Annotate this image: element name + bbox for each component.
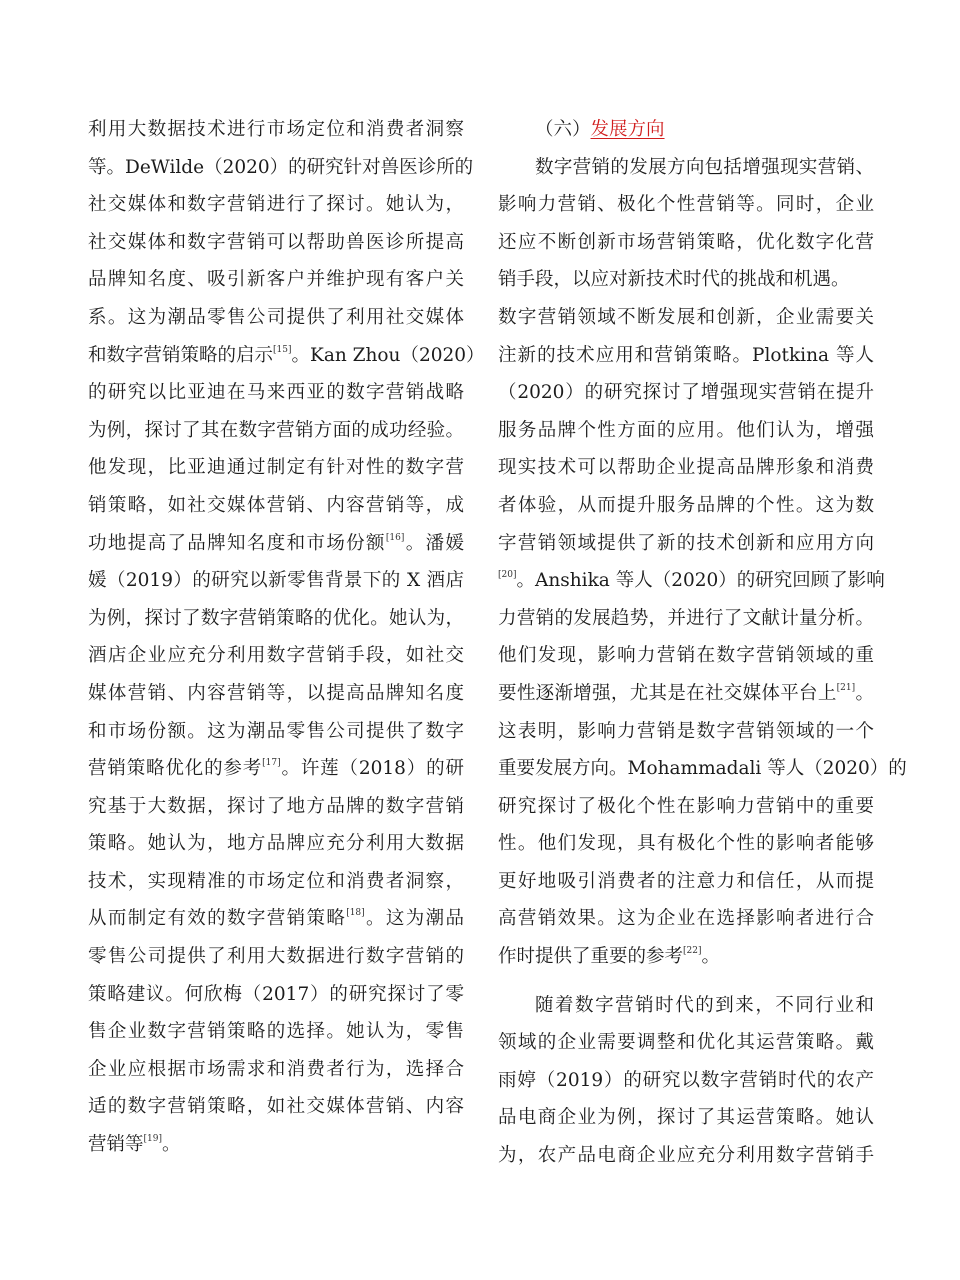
line-text: 销策略，如社交媒体营销、内容营销等，成 xyxy=(88,494,464,516)
citation-marker[interactable]: [17] xyxy=(262,758,281,769)
line-text: 社交媒体和数字营销可以帮助兽医诊所提高 xyxy=(88,231,464,253)
section-title-link[interactable]: 发展方向 xyxy=(590,119,665,140)
text-line xyxy=(88,261,464,299)
text-line xyxy=(498,449,874,487)
line-text: 高营销效果。这为企业在选择影响者进行合 xyxy=(498,908,874,930)
line-text: 利用大数据技术进行市场定位和消费者洞察 xyxy=(88,119,464,140)
text-line xyxy=(88,600,464,638)
citation-marker[interactable]: [22] xyxy=(683,946,702,957)
text-line xyxy=(498,412,874,450)
line-text: （2020）的研究探讨了增强现实营销在提升 xyxy=(498,382,874,404)
line-text-after-citation: 。Kan Zhou（2020） xyxy=(291,344,485,366)
text-line xyxy=(88,1126,464,1164)
line-text: 者体验，从而提升服务品牌的个性。这为数 xyxy=(498,494,874,516)
line-text: 服务品牌个性方面的应用。他们认为，增强 xyxy=(498,419,874,441)
text-line xyxy=(498,1137,874,1175)
line-text: 系。这为潮品零售公司提供了利用社交媒体 xyxy=(88,306,464,328)
line-text: 性。他们发现，具有极化个性的影响者能够 xyxy=(498,833,874,855)
line-text: 他们发现，影响力营销在数字营销领域的重 xyxy=(498,645,874,667)
text-line xyxy=(88,637,464,675)
citation-marker[interactable]: [21] xyxy=(836,682,856,693)
line-text: 售企业数字营销策略的选择。她认为，零售 xyxy=(88,1021,464,1043)
line-text: 重要发展方向。Mohammadali 等人（2020）的 xyxy=(498,758,907,780)
line-text: 他发现，比亚迪通过制定有针对性的数字营 xyxy=(88,457,464,479)
line-text: 力营销的发展趋势，并进行了文献计量分析。 xyxy=(498,607,874,629)
text-line xyxy=(498,863,874,901)
text-line xyxy=(498,337,874,375)
citation-marker[interactable]: [20] xyxy=(498,570,517,581)
line-text: 品牌知名度、吸引新客户并维护现有客户关 xyxy=(88,269,464,291)
text-line xyxy=(498,600,874,638)
text-line xyxy=(498,987,874,1025)
line-text: 等。DeWilde（2020）的研究针对兽医诊所的 xyxy=(88,156,474,178)
text-line xyxy=(498,149,874,187)
text-line xyxy=(88,1013,464,1051)
line-text-after-citation: 。这为潮品 xyxy=(364,908,464,930)
text-line xyxy=(88,1051,464,1089)
text-line xyxy=(88,299,464,337)
text-line xyxy=(88,224,464,262)
line-text: 零售公司提供了利用大数据进行数字营销的 xyxy=(88,946,464,968)
text-line xyxy=(498,1099,874,1137)
text-line xyxy=(88,412,464,450)
text-line xyxy=(88,449,464,487)
text-line xyxy=(498,675,874,713)
line-text: 媒体营销、内容营销等，以提高品牌知名度 xyxy=(88,682,464,704)
line-text: 要性逐渐增强，尤其是在社交媒体平台上 xyxy=(498,682,837,704)
text-line xyxy=(88,337,485,375)
text-line xyxy=(88,976,464,1014)
text-line xyxy=(498,562,885,600)
paragraph-operation-strategy xyxy=(498,987,874,1175)
line-text-after-citation: 。 xyxy=(855,682,874,704)
text-line xyxy=(498,261,874,299)
text-line xyxy=(498,224,874,262)
line-text: 为例，探讨了其在数字营销方面的成功经验。 xyxy=(88,419,464,441)
line-text: 究基于大数据，探讨了地方品牌的数字营销 xyxy=(88,795,464,817)
line-text: 技术，实现精准的市场定位和消费者洞察， xyxy=(88,870,464,892)
text-line xyxy=(498,525,874,563)
line-text: 随着数字营销时代的到来，不同行业和 xyxy=(535,994,874,1016)
line-text-after-citation: 。 xyxy=(162,1134,181,1156)
line-text-after-citation: 。潘媛 xyxy=(404,532,464,554)
text-line xyxy=(88,525,464,563)
line-text: 营销策略优化的参考 xyxy=(88,758,263,780)
left-column xyxy=(88,111,485,1164)
line-text-after-citation: 。Anshika 等人（2020）的研究回顾了影响 xyxy=(516,570,885,592)
text-line xyxy=(88,186,464,224)
text-line xyxy=(88,788,464,826)
line-text: 字营销领域提供了新的技术创新和应用方向 xyxy=(498,532,874,554)
line-text: 现实技术可以帮助企业提高品牌形象和消费 xyxy=(498,457,874,479)
text-line xyxy=(88,562,464,600)
line-text: 策略。她认为，地方品牌应充分利用大数据 xyxy=(88,833,464,855)
text-line xyxy=(498,374,874,412)
line-text: 雨婷（2019）的研究以数字营销时代的农产 xyxy=(498,1069,874,1091)
text-line xyxy=(498,186,874,224)
text-line xyxy=(498,788,874,826)
line-text: 影响力营销、极化个性营销等。同时，企业 xyxy=(498,194,874,216)
line-text: 销手段，以应对新技术时代的挑战和机遇。 xyxy=(498,269,850,291)
text-line xyxy=(498,900,874,938)
text-line xyxy=(88,863,464,901)
line-text: 这表明，影响力营销是数字营销领域的一个 xyxy=(498,720,874,742)
line-text: 策略建议。何欣梅（2017）的研究探讨了零 xyxy=(88,983,464,1005)
line-text-after-citation: 。 xyxy=(701,946,721,968)
section-number: （六） xyxy=(535,119,591,140)
text-line xyxy=(88,111,464,149)
line-text: 为，农产品电商企业应充分利用数字营销手 xyxy=(498,1145,874,1167)
line-text: 数字营销领域不断发展和创新，企业需要关 xyxy=(498,306,874,328)
line-text: 功地提高了品牌知名度和市场份额 xyxy=(88,532,386,554)
line-text-after-citation: 。许莲（2018）的研 xyxy=(280,758,464,780)
line-text: 研究探讨了极化个性在影响力营销中的重要 xyxy=(498,795,874,817)
line-text: 数字营销的发展方向包括增强现实营销、 xyxy=(535,156,874,178)
text-line xyxy=(498,299,874,337)
text-line xyxy=(498,487,874,525)
text-line xyxy=(88,675,464,713)
citation-marker[interactable]: [18] xyxy=(346,908,365,919)
line-text: 酒店企业应充分利用数字营销手段，如社交 xyxy=(88,645,464,667)
section-heading xyxy=(498,111,874,149)
text-line xyxy=(88,938,464,976)
citation-marker[interactable]: [16] xyxy=(385,532,405,543)
text-line xyxy=(498,1024,874,1062)
text-line xyxy=(88,1088,464,1126)
text-line xyxy=(88,900,464,938)
line-text: 企业应根据市场需求和消费者行为，选择合 xyxy=(88,1058,464,1080)
line-text: 注新的技术应用和营销策略。Plotkina 等人 xyxy=(498,344,874,366)
citation-marker[interactable]: [19] xyxy=(143,1134,162,1145)
line-text: 营销等 xyxy=(88,1134,144,1156)
line-text: 适的数字营销策略，如社交媒体营销、内容 xyxy=(88,1096,464,1118)
text-line xyxy=(88,825,464,863)
text-line xyxy=(498,938,874,976)
line-text: 和数字营销策略的启示 xyxy=(88,344,274,366)
text-line xyxy=(498,750,907,788)
text-line xyxy=(88,374,464,412)
line-text: 和市场份额。这为潮品零售公司提供了数字 xyxy=(88,720,464,742)
text-line xyxy=(88,713,464,751)
line-text: 媛（2019）的研究以新零售背景下的 X 酒店 xyxy=(88,570,464,592)
line-text: 社交媒体和数字营销进行了探讨。她认为， xyxy=(88,194,464,216)
text-line xyxy=(88,750,464,788)
text-line xyxy=(498,637,874,675)
text-line xyxy=(498,713,874,751)
line-text: 更好地吸引消费者的注意力和信任，从而提 xyxy=(498,870,874,892)
line-text: 领域的企业需要调整和优化其运营策略。戴 xyxy=(498,1032,874,1054)
text-line xyxy=(88,149,474,187)
line-text: 从而制定有效的数字营销策略 xyxy=(88,908,347,930)
line-text: 品电商企业为例，探讨了其运营策略。她认 xyxy=(498,1107,874,1129)
line-text: 作时提供了重要的参考 xyxy=(498,946,684,968)
text-line xyxy=(498,825,874,863)
right-column xyxy=(498,111,907,1175)
text-line xyxy=(88,487,464,525)
line-text: 还应不断创新市场营销策略，优化数字化营 xyxy=(498,231,874,253)
line-text: 的研究以比亚迪在马来西亚的数字营销战略 xyxy=(88,382,464,404)
paragraph-development-direction xyxy=(498,149,907,976)
text-line xyxy=(498,1062,874,1100)
citation-marker[interactable]: [15] xyxy=(273,344,292,355)
line-text: 为例，探讨了数字营销策略的优化。她认为， xyxy=(88,607,464,629)
